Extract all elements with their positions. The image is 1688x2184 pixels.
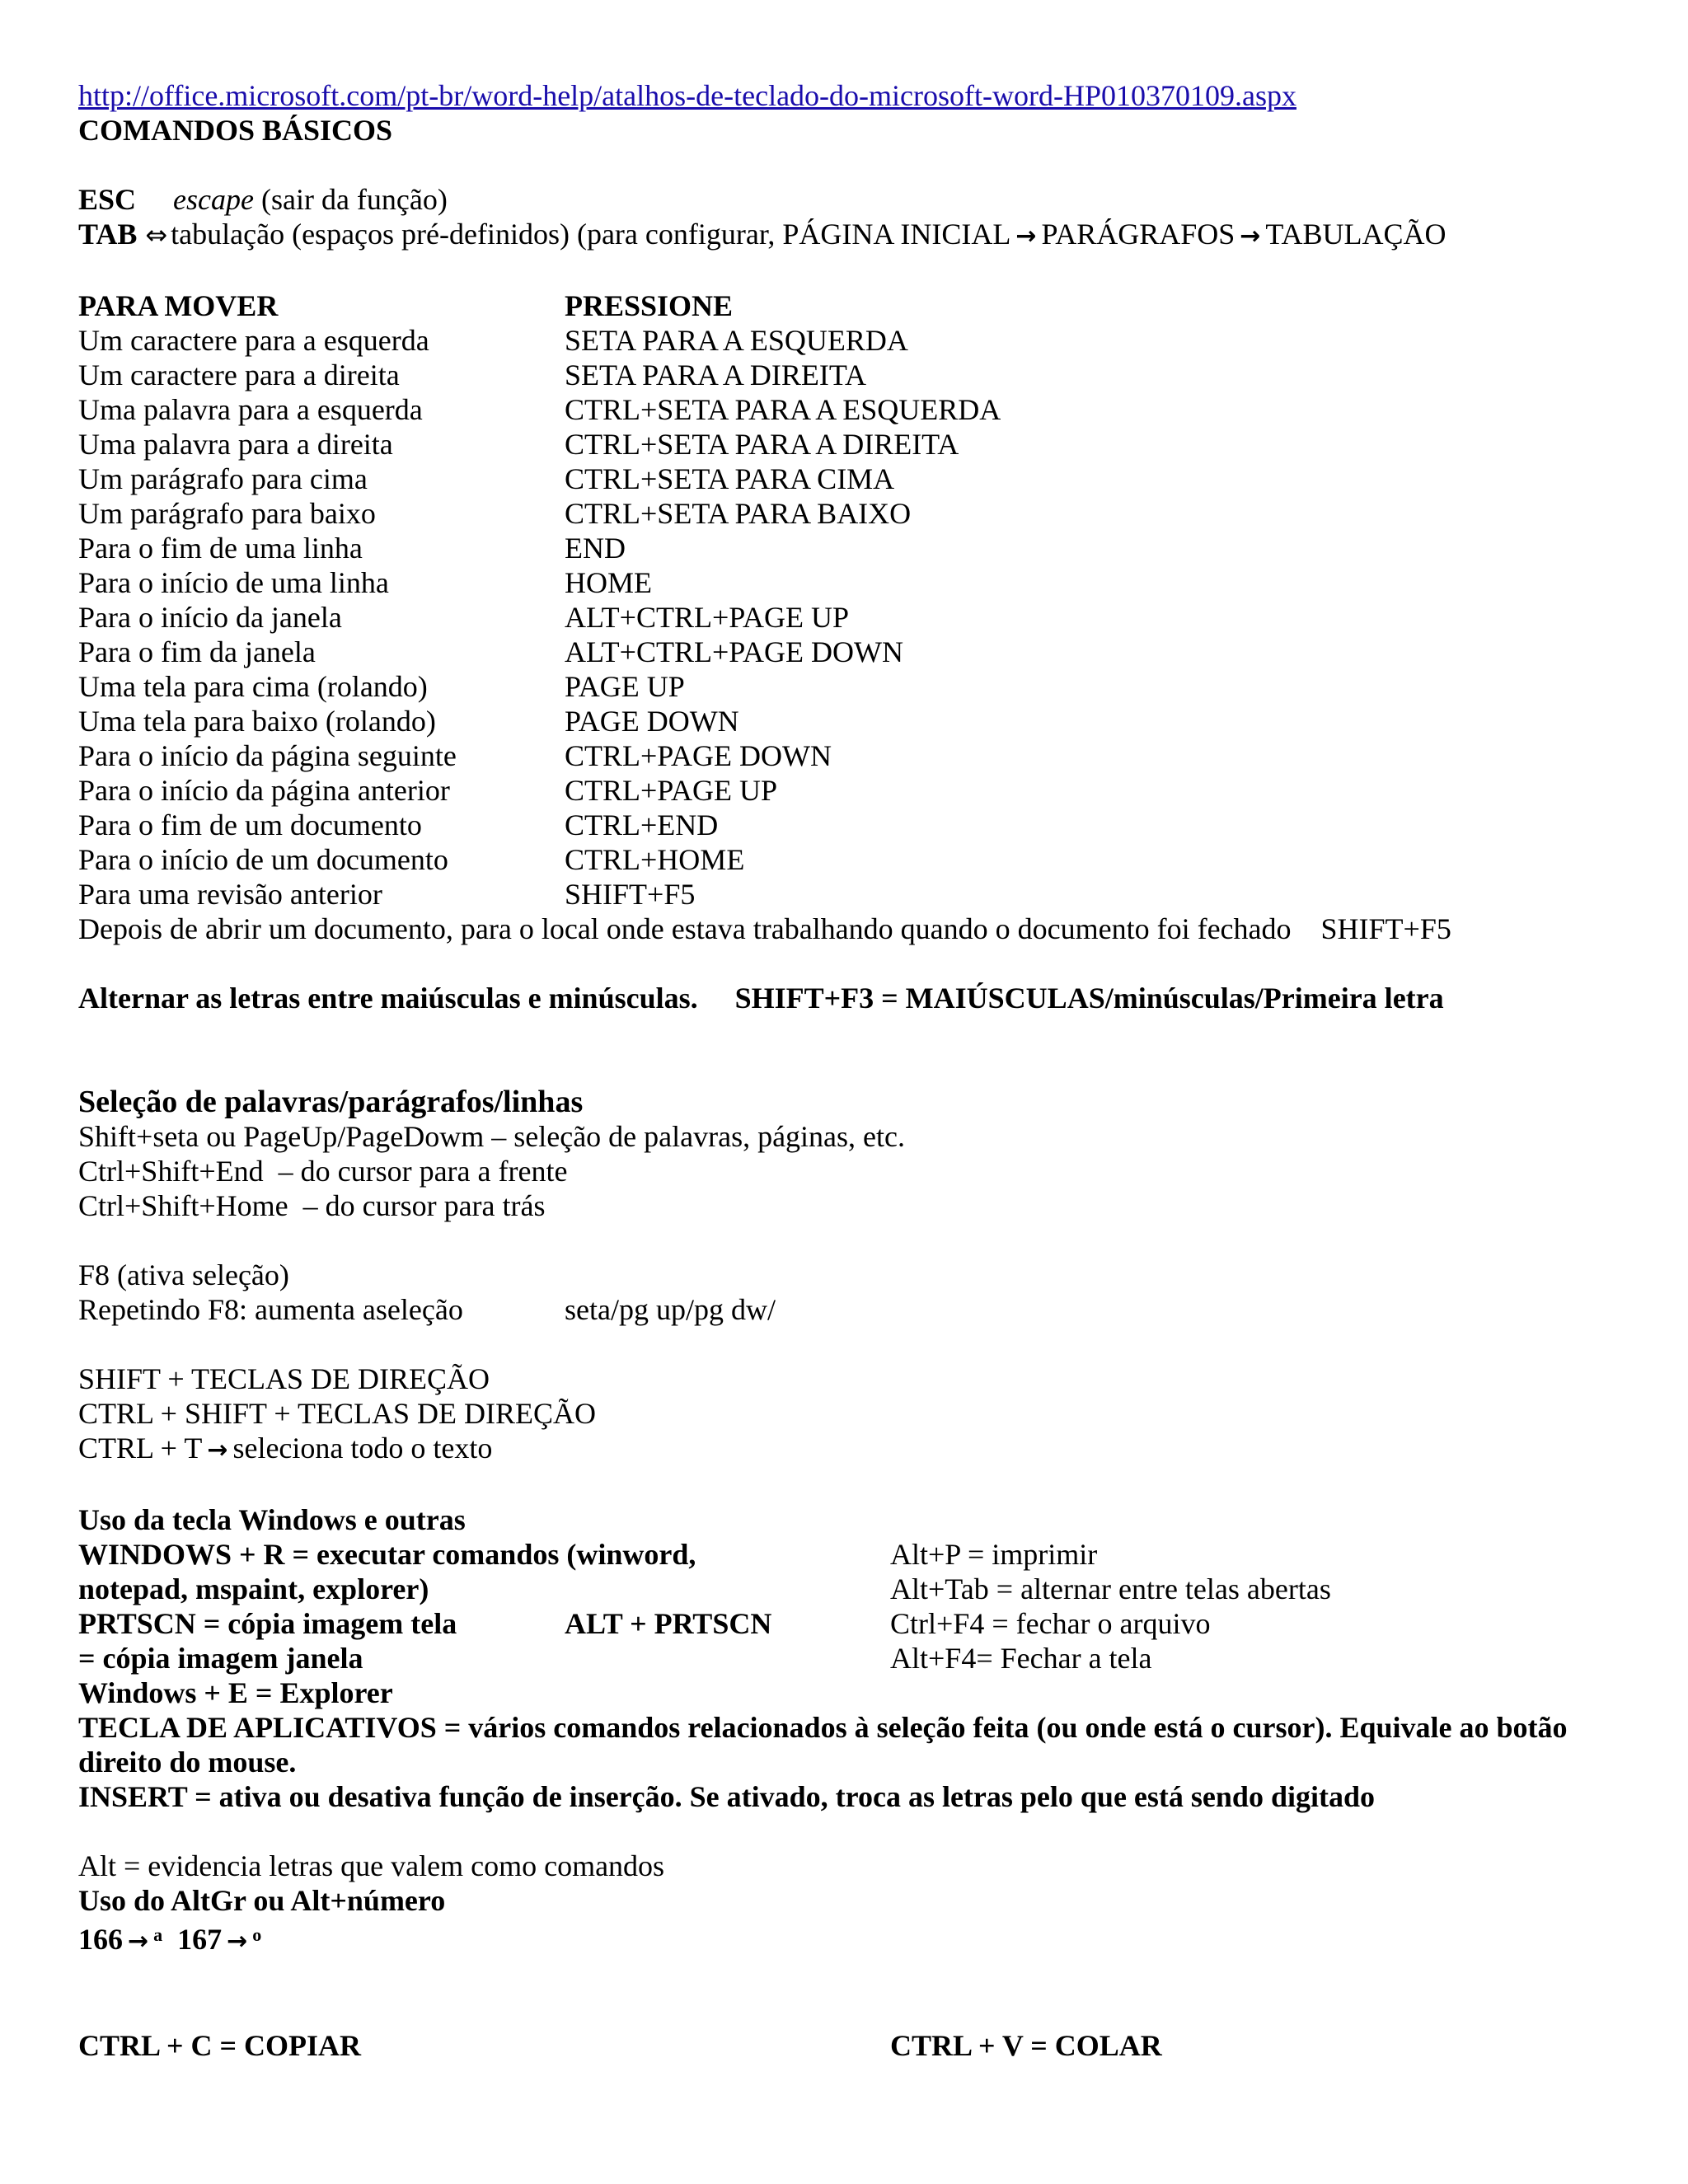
table-row bbox=[78, 877, 1628, 912]
table-row bbox=[78, 635, 1628, 669]
move-table-header: PARA MOVER PRESSIONE bbox=[78, 289, 734, 322]
altgr-line: Uso do AltGr ou Alt+número bbox=[78, 1884, 446, 1917]
table-row bbox=[78, 842, 1628, 877]
move-action: Para o início de uma linha bbox=[78, 566, 389, 599]
table-row bbox=[78, 392, 1628, 427]
move-action: Para o início da página anterior bbox=[78, 774, 450, 807]
move-action: Uma tela para cima (rolando) bbox=[78, 670, 428, 703]
move-action: Para o início da página seguinte bbox=[78, 739, 457, 772]
table-row bbox=[78, 358, 1628, 392]
move-action: Para o início de um documento bbox=[78, 843, 448, 876]
move-action: Para uma revisão anterior bbox=[78, 878, 382, 911]
ctrl-t-line: CTRL + T → seleciona todo o texto bbox=[78, 1432, 493, 1465]
move-action: Para o fim da janela bbox=[78, 635, 316, 668]
move-action: Um parágrafo para cima bbox=[78, 462, 368, 495]
right-arrow-icon: → bbox=[128, 1927, 149, 1956]
move-action: Um caractere para a direita bbox=[78, 359, 400, 391]
move-action: Um parágrafo para baixo bbox=[78, 497, 376, 530]
table-row bbox=[78, 462, 1628, 496]
move-action: Uma tela para baixo (rolando) bbox=[78, 705, 436, 738]
move-shortcut: CTRL+SETA PARA A DIREITA bbox=[565, 428, 959, 461]
move-shortcut: SETA PARA A DIREITA bbox=[565, 359, 866, 391]
table-row bbox=[78, 808, 1628, 842]
move-action: Para o fim de um documento bbox=[78, 808, 422, 841]
right-arrow-icon: → bbox=[227, 1927, 248, 1956]
alt-tab-line: Alt+Tab = alternar entre telas abertas bbox=[890, 1572, 1331, 1605]
prtscn-line-2: = cópia imagem janela bbox=[78, 1642, 363, 1675]
move-shortcut: PAGE UP bbox=[565, 670, 685, 703]
move-last-line: Depois de abrir um documento, para o local onde estava trabalhando quando o documento foi fechado SHIFT+F5 bbox=[78, 912, 1451, 945]
move-action: Uma palavra para a esquerda bbox=[78, 393, 423, 426]
alt-line: Alt = evidencia letras que valem como comandos bbox=[78, 1849, 665, 1882]
table-row bbox=[78, 669, 1628, 704]
move-shortcut: ALT+CTRL+PAGE DOWN bbox=[565, 635, 903, 668]
right-arrow-icon: → bbox=[1015, 222, 1037, 251]
windows-r-line: WINDOWS + R = executar comandos (winword, bbox=[78, 1538, 696, 1571]
table-row bbox=[78, 427, 1628, 462]
document-page bbox=[78, 78, 1628, 2063]
ctrl-shift-direction-line: CTRL + SHIFT + TECLAS DE DIREÇÃO bbox=[78, 1397, 596, 1430]
table-row bbox=[78, 773, 1628, 808]
move-action: Para o fim de uma linha bbox=[78, 532, 363, 565]
move-table-body bbox=[78, 323, 1628, 912]
windows-r-line-2: notepad, mspaint, explorer) bbox=[78, 1572, 429, 1605]
right-arrow-icon: → bbox=[207, 1436, 228, 1465]
move-shortcut: CTRL+SETA PARA A ESQUERDA bbox=[565, 393, 1001, 426]
selection-title: Seleção de palavras/parágrafos/linhas bbox=[78, 1085, 584, 1119]
prtscn-line: PRTSCN = cópia imagem tela ALT + PRTSCN bbox=[78, 1607, 772, 1640]
move-shortcut: ALT+CTRL+PAGE UP bbox=[565, 601, 850, 634]
move-action: Um caractere para a esquerda bbox=[78, 324, 429, 357]
windows-title: Uso da tecla Windows e outras bbox=[78, 1503, 466, 1536]
selection-line-2: Ctrl+Shift+End – do cursor para a frente bbox=[78, 1155, 568, 1188]
move-action: Para o início da janela bbox=[78, 601, 342, 634]
f8-repeat-line: Repetindo F8: aumenta aseleção seta/pg up/pg dw/ bbox=[78, 1293, 776, 1326]
move-shortcut: SETA PARA A ESQUERDA bbox=[565, 324, 908, 357]
right-arrow-icon: → bbox=[1240, 222, 1261, 251]
move-shortcut: PAGE DOWN bbox=[565, 705, 739, 738]
windows-right-column bbox=[890, 1537, 1331, 1675]
heading-basic-commands: COMANDOS BÁSICOS bbox=[78, 114, 393, 147]
move-shortcut: CTRL+HOME bbox=[565, 843, 745, 876]
ctrl-f4-line: Ctrl+F4 = fechar o arquivo bbox=[890, 1607, 1211, 1640]
alt-f4-line: Alt+F4= Fechar a tela bbox=[890, 1642, 1152, 1675]
alternar-line: Alternar as letras entre maiúsculas e minúsculas. SHIFT+F3 = MAIÚSCULAS/minúsculas/Primeira letra bbox=[78, 982, 1444, 1015]
alt-p-line: Alt+P = imprimir bbox=[890, 1538, 1098, 1571]
move-shortcut: CTRL+SETA PARA CIMA bbox=[565, 462, 895, 495]
table-row bbox=[78, 738, 1628, 773]
insert-line: INSERT = ativa ou desativa função de inserção. Se ativado, troca as letras pelo que está sendo digitado bbox=[78, 1780, 1375, 1813]
windows-e-line: Windows + E = Explorer bbox=[78, 1676, 393, 1709]
f8-line: F8 (ativa seleção) bbox=[78, 1258, 289, 1291]
move-action: Uma palavra para a direita bbox=[78, 428, 393, 461]
app-key-line-2: direito do mouse. bbox=[78, 1746, 297, 1779]
selection-line-1: Shift+seta ou PageUp/PageDowm – seleção de palavras, páginas, etc. bbox=[78, 1120, 906, 1153]
move-shortcut: CTRL+PAGE DOWN bbox=[565, 739, 832, 772]
app-key-line: TECLA DE APLICATIVOS = vários comandos relacionados à seleção feita (ou onde está o cursor). Equivale ao botão bbox=[78, 1711, 1568, 1744]
shift-direction-line: SHIFT + TECLAS DE DIREÇÃO bbox=[78, 1362, 490, 1395]
table-row bbox=[78, 323, 1628, 358]
left-right-arrow-icon: ⇔ bbox=[145, 219, 168, 251]
table-row bbox=[78, 704, 1628, 738]
windows-block bbox=[78, 1537, 1628, 1675]
selection-line-3: Ctrl+Shift+Home – do cursor para trás bbox=[78, 1189, 546, 1222]
altcode-line: 166 → $^a$ 167 → $^o$ bbox=[78, 1923, 262, 1956]
tab-line: TAB ⇔ tabulação (espaços pré-definidos) (para configurar, PÁGINA INICIAL → PARÁGRAFOS → TABULAÇÃO bbox=[78, 218, 1447, 251]
move-shortcut: CTRL+END bbox=[565, 808, 719, 841]
table-row bbox=[78, 531, 1628, 565]
move-shortcut: HOME bbox=[565, 566, 652, 599]
paste-shortcut: CTRL + V = COLAR bbox=[890, 2029, 1162, 2062]
help-link[interactable]: http://office.microsoft.com/pt-br/word-help/atalhos-de-teclado-do-microsoft-word-HP010370109.aspx bbox=[78, 79, 1296, 112]
table-row bbox=[78, 565, 1628, 600]
copy-shortcut: CTRL + C = COPIAR bbox=[78, 2029, 362, 2062]
copy-paste-line bbox=[78, 2028, 1628, 2063]
move-shortcut: CTRL+PAGE UP bbox=[565, 774, 778, 807]
move-shortcut: CTRL+SETA PARA BAIXO bbox=[565, 497, 912, 530]
move-shortcut: SHIFT+F5 bbox=[565, 878, 696, 911]
move-shortcut: END bbox=[565, 532, 626, 565]
esc-line: ESC escape (sair da função) bbox=[78, 183, 448, 216]
table-row bbox=[78, 600, 1628, 635]
table-row bbox=[78, 496, 1628, 531]
